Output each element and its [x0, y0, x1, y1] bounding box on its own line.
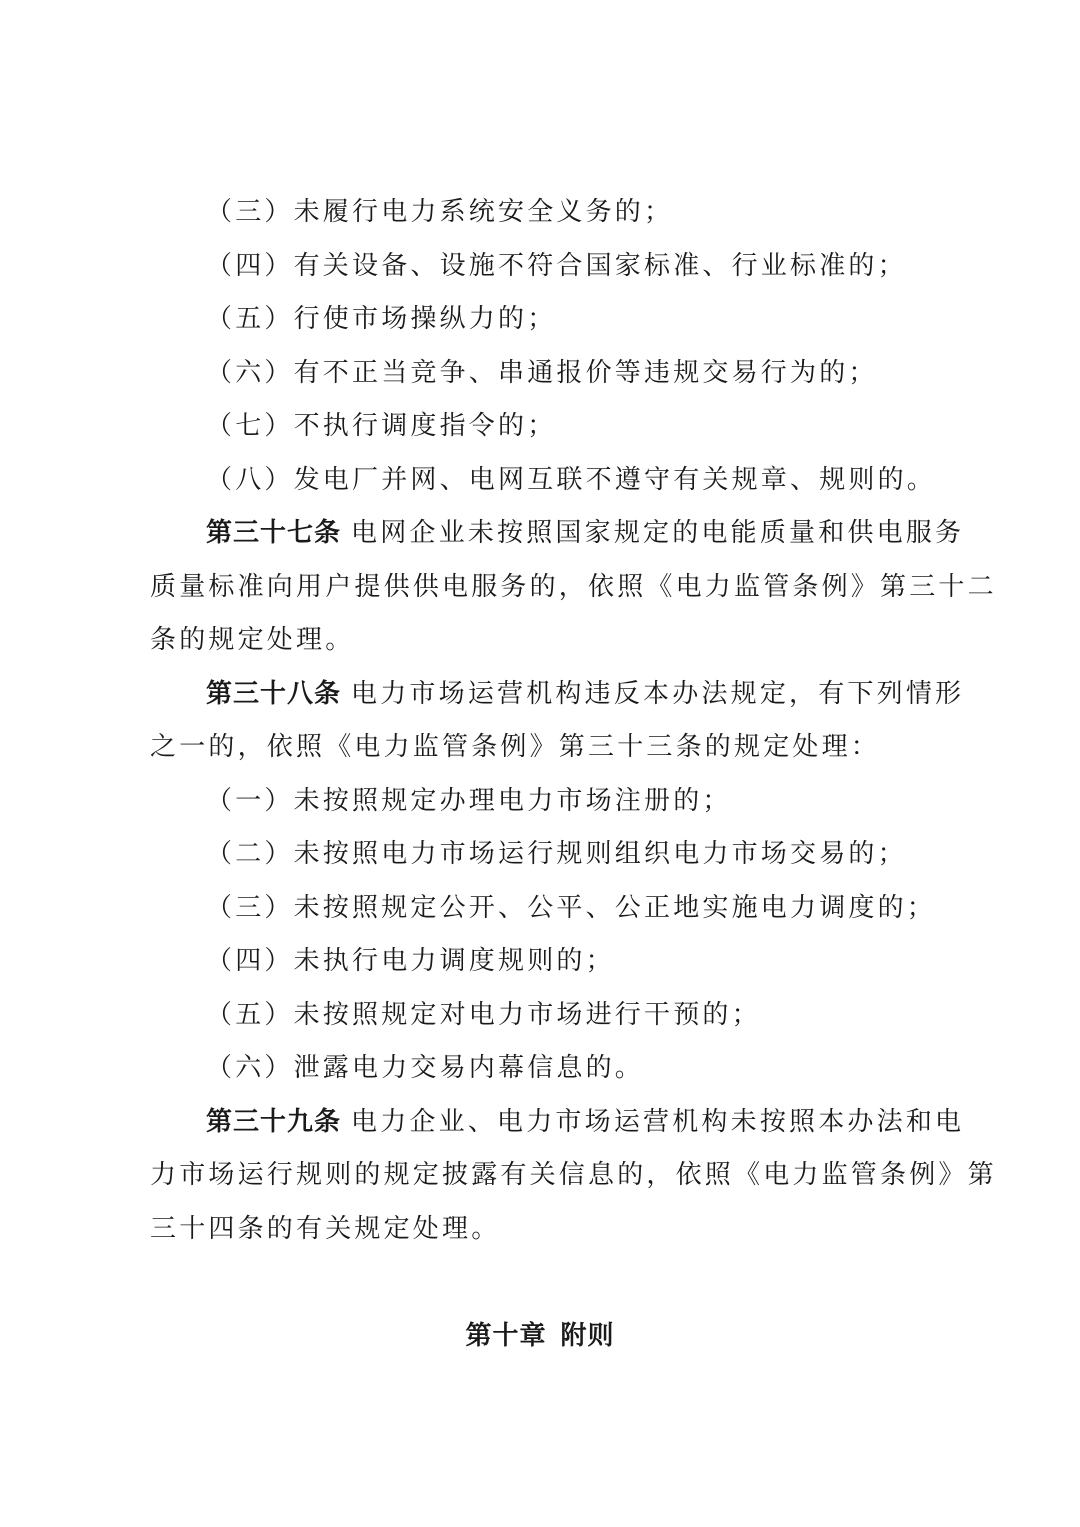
article-39-line-3: 三十四条的有关规定处理。 [150, 1213, 501, 1244]
list-item: （六）有不正当竞争、串通报价等违规交易行为的； [206, 357, 878, 388]
article-39-line-1 [150, 1096, 965, 1150]
list-item: （三）未按照规定公开、公平、公正地实施电力调度的； [206, 892, 937, 923]
article-39-heading: 第三十九条 [206, 1106, 342, 1137]
list-item: （七）不执行调度指令的； [206, 411, 557, 441]
list-item: （八）发电厂并网、电网互联不遵守有关规章、规则的。 [206, 464, 937, 495]
article-38-text: 电力市场运营机构违反本办法规定，有下列情形 [351, 678, 965, 709]
list-item: （四）有关设备、设施不符合国家标准、行业标准的； [206, 250, 907, 281]
article-37-line-1 [150, 507, 965, 561]
article-37-heading: 第三十七条 [206, 518, 342, 548]
list-item: （四）未执行电力调度规则的； [206, 946, 615, 976]
list-item: （六）泄露电力交易内幕信息的。 [206, 1053, 645, 1083]
list-item: （三）未履行电力系统安全义务的； [206, 197, 674, 227]
article-38-line-2: 之一的，依照《电力监管条例》第三十三条的规定处理： [150, 732, 881, 762]
list-item: （二）未按照电力市场运行规则组织电力市场交易的； [206, 839, 907, 869]
article-39-line-2: 力市场运行规则的规定披露有关信息的，依照《电力监管条例》第 [150, 1160, 997, 1190]
article-38-line-1 [150, 668, 965, 722]
article-37-line-3: 条的规定处理。 [150, 625, 355, 655]
list-item: （五）未按照规定对电力市场进行干预的； [206, 999, 761, 1030]
document-body [150, 186, 997, 1256]
list-item: （一）未按照规定办理电力市场注册的； [206, 785, 732, 816]
article-39-text: 电力企业、电力市场运营机构未按照本办法和电 [351, 1106, 965, 1137]
chapter-heading [0, 1310, 1080, 1363]
chapter-number: 第十章 [465, 1321, 547, 1351]
article-38-heading: 第三十八条 [206, 678, 342, 709]
list-item: （五）行使市场操纵力的； [206, 304, 557, 334]
chapter-title: 附则 [560, 1321, 615, 1351]
article-37-line-2: 质量标准向用户提供供电服务的，依照《电力监管条例》第三十二 [150, 571, 997, 602]
article-37-text: 电网企业未按照国家规定的电能质量和供电服务 [351, 518, 965, 548]
